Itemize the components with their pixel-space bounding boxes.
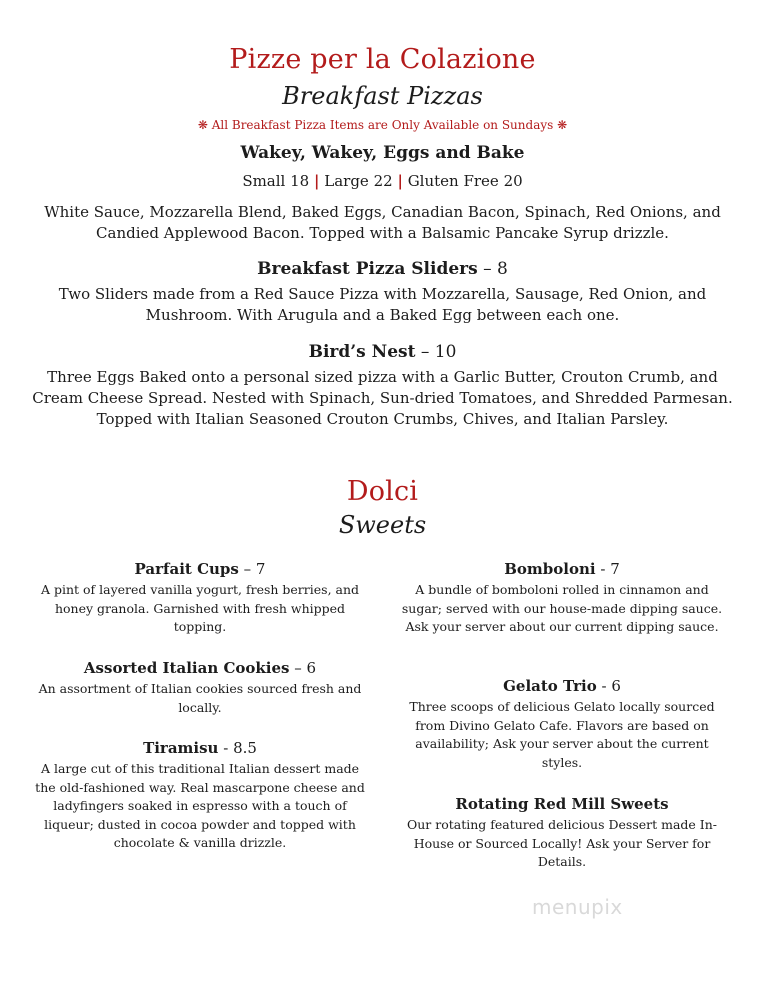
sunday-availability-notice: ❋ All Breakfast Pizza Items are Only Available on Sundays ❋ (197, 118, 568, 132)
breakfast-section-subtitle: Breakfast Pizzas (282, 82, 483, 110)
item-name: Bird’s Nest (308, 342, 416, 362)
dessert-price: - 6 (596, 677, 621, 695)
price-gluten-free: Gluten Free 20 (407, 172, 523, 190)
menu-item-title (0, 259, 765, 279)
dessert-name: Parfait Cups (134, 560, 239, 578)
item-description: Three Eggs Baked onto a personal sized pizza with a Garlic Butter, Crouton Crumb, and Cream Cheese Spread. Nested with Spinach, Sun-dried Tomatoes, and Shredded Parmesan. Topped with Italian Seasoned Crouton Crumbs, Chives, and Italian Parsley. (32, 368, 733, 428)
dessert-title (397, 677, 727, 695)
dessert-name: Tiramisu (143, 739, 219, 757)
item-price: – 10 (415, 342, 457, 362)
dessert-description: An assortment of Italian cookies sourced fresh and locally. (38, 681, 362, 715)
price-separator: | (397, 172, 403, 190)
breakfast-section-title: Pizze per la Colazione (229, 44, 536, 75)
dessert-title (35, 739, 365, 757)
dessert-item (397, 795, 727, 872)
dessert-item (397, 560, 727, 637)
dessert-name: Rotating Red Mill Sweets (455, 795, 669, 813)
dessert-description: Three scoops of delicious Gelato locally sourced from Divino Gelato Cafe. Flavors are based on availability; Ask your server about the current styles. (409, 699, 715, 770)
dessert-item (35, 560, 365, 637)
dolci-section-title: Dolci (346, 476, 419, 507)
item-price: – 8 (477, 259, 508, 279)
price-separator: | (314, 172, 320, 190)
dessert-price: – 7 (238, 560, 266, 578)
dolci-section-subtitle: Sweets (338, 511, 427, 539)
dessert-item (397, 677, 727, 772)
item-description: Two Sliders made from a Red Sauce Pizza with Mozzarella, Sausage, Red Onion, and Mushroom. With Arugula and a Baked Egg between each one. (58, 285, 707, 324)
dessert-description: A bundle of bomboloni rolled in cinnamon and sugar; served with our house-made dipping sauce. Ask your server about our current dipping sauce. (401, 582, 723, 634)
dessert-description: Our rotating featured delicious Dessert made In-House or Sourced Locally! Ask your Server for Details. (406, 817, 718, 869)
price-small: Small 18 (242, 172, 310, 190)
dessert-price: - 7 (595, 560, 620, 578)
item-prices (0, 172, 765, 190)
dessert-title (35, 560, 365, 578)
dessert-name: Bomboloni (504, 560, 596, 578)
dessert-title (397, 560, 727, 578)
dessert-name: Gelato Trio (503, 677, 597, 695)
dessert-title (35, 659, 365, 677)
dessert-description: A large cut of this traditional Italian dessert made the old-fashioned way. Real mascarpone cheese and ladyfingers soaked in espresso with a touch of liqueur; dusted in cocoa powder and topped with chocolate & vanilla drizzle. (35, 761, 365, 850)
dessert-price: - 8.5 (218, 739, 257, 757)
item-name: Wakey, Wakey, Eggs and Bake (240, 143, 525, 163)
dessert-description: A pint of layered vanilla yogurt, fresh berries, and honey granola. Garnished with fresh whipped topping. (40, 582, 360, 634)
item-description: White Sauce, Mozzarella Blend, Baked Eggs, Canadian Bacon, Spinach, Red Onions, and Candied Applewood Bacon. Topped with a Balsamic Pancake Syrup drizzle. (44, 203, 721, 242)
menupix-watermark: menupix (532, 895, 623, 919)
price-large: Large 22 (324, 172, 393, 190)
dessert-item (35, 739, 365, 853)
item-name: Breakfast Pizza Sliders (257, 259, 478, 279)
menu-item-title (0, 342, 765, 362)
dessert-item (35, 659, 365, 717)
dessert-title (397, 795, 727, 813)
menu-item-title (0, 143, 765, 163)
dessert-name: Assorted Italian Cookies (83, 659, 290, 677)
dessert-price: – 6 (289, 659, 317, 677)
